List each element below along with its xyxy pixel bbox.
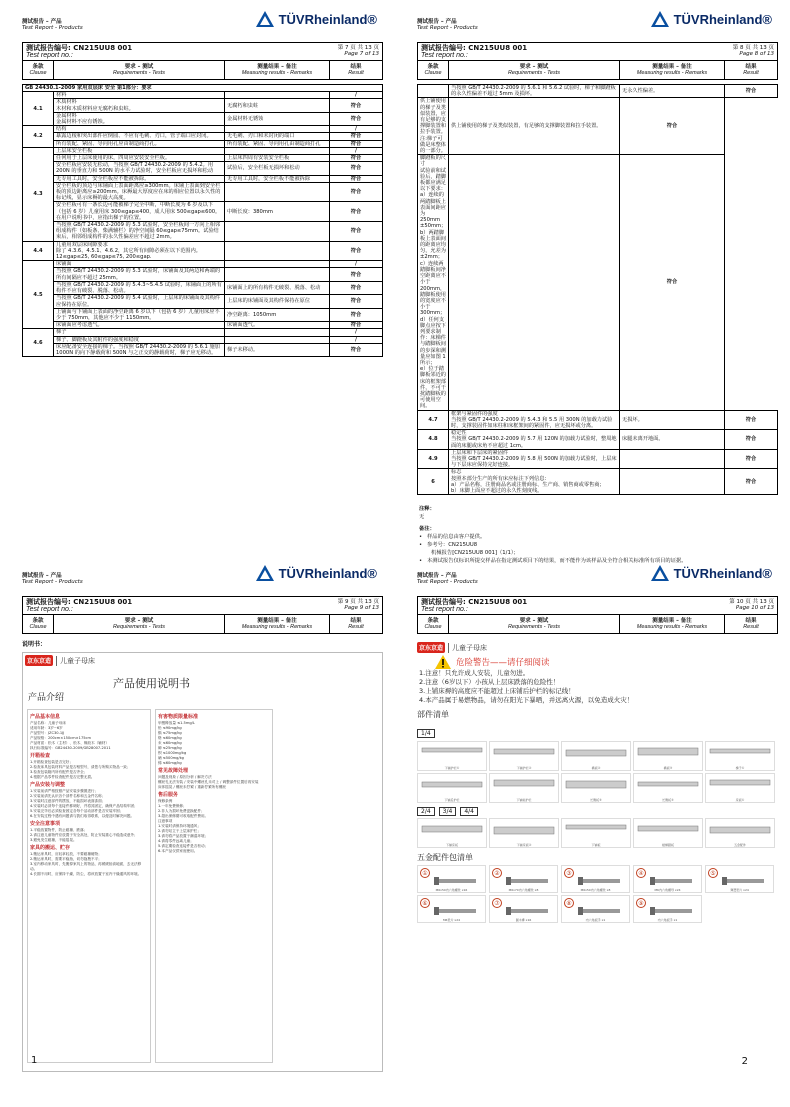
measurement-cell	[620, 449, 725, 469]
table-row	[23, 241, 383, 261]
part-item	[417, 741, 487, 771]
part-drawing-icon	[418, 819, 486, 839]
part-drawing-icon	[490, 819, 558, 839]
verdict-cell: 符合	[620, 155, 725, 410]
clause-cell: 4.6	[23, 329, 54, 357]
screw-icon	[424, 874, 484, 888]
part-label: 下铺床板	[445, 843, 458, 847]
report-number-bar: 测试报告编号: CN215UU8 001 Test report no.: 第 7 页 共 13 页 Page 7 of 13	[22, 42, 383, 61]
measurement-cell	[225, 182, 330, 202]
measurement-cell	[225, 222, 330, 242]
requirement-cell: 木质材料 木材和木质材料应无腐朽和虫蛀。	[54, 99, 225, 112]
table-header: 条款 Clause 要求 – 测试 Requirements - Tests 测量结果 – 备注 Measuring results - Remarks 结果 Result	[417, 615, 778, 634]
requirement-cell: 所有装配、紧固、导向用孔应由制造商打孔。	[54, 140, 225, 147]
part-drawing-icon	[706, 774, 774, 794]
danger-warning: 危险警告——请仔细阅读	[435, 655, 778, 669]
part-item	[561, 818, 631, 848]
table-row	[418, 85, 778, 98]
hardware-label: 内六角扳手 x1	[585, 918, 606, 922]
report-page-7	[0, 0, 395, 553]
verdict-cell: /	[330, 126, 383, 133]
hardware-item	[561, 865, 630, 893]
requirement-cell: 上层床和下层床的紧固件 当按照 GB/T 24430.2-2009 的 5.8 用 500N 的加载力试验时，上层床与下层床应保持完好连接。	[449, 449, 620, 469]
table-row	[23, 222, 383, 242]
part-label: 床板①	[735, 798, 745, 802]
requirement-cell: 当按照 GB/T 24430.2-2009 的 5.3 试验时，安全栏板间一方向上相邻组成构件（如板条、柴满辅栏）的净空间隔 60≤gap≤75mm。试验结束后，相邻组成构件的永久性偏差应不超过 2mm。	[54, 222, 225, 242]
part-label: 楼梯踏板	[661, 843, 674, 847]
part-item	[561, 741, 631, 771]
measurement-cell: 试验后，安全栏板无损坏和松动	[225, 162, 330, 175]
clause-cell: 4.9	[418, 449, 449, 469]
tuv-triangle-icon	[650, 564, 670, 582]
part-item	[489, 818, 559, 848]
part-drawing-icon	[490, 742, 558, 762]
notes-section: 注释： 无 备注： • 样品的信息由客户提供。 • 参考号：CN215UU8 机械报告[CN215UU8 001]（1/1）； • 本测试报告仅标识所提交样品在指定测试项目下的结果，而不能作为该样品及全符合相关标准所有项目的证据。	[417, 505, 778, 565]
measurement-cell	[449, 155, 620, 410]
part-item	[633, 773, 703, 803]
measurement-cell	[225, 92, 330, 99]
manual-section-heading: 售后服务	[158, 792, 179, 798]
part-label: 下铺护栏②	[516, 766, 532, 770]
requirement-cell: 当按照 GB/T 24430.2-2009 的 5.4.3~5.4.5 试验时，床铺面上的所有构件不应有破裂、脱落、松动。	[54, 281, 225, 294]
table-row	[23, 329, 383, 336]
verdict-cell: 符合	[330, 175, 383, 182]
manual-page-number: 2	[741, 1056, 748, 1067]
clause-cell: 4.7	[418, 410, 449, 430]
table-row	[23, 112, 383, 125]
hardware-item	[705, 865, 774, 893]
warning-item: 2.注意（6岁以下）小孩从上层床跌落的危险性！	[419, 678, 560, 686]
parts-list-title: 部件清单	[417, 710, 449, 719]
requirement-cell: 稳定性 当按照 GB/T 24430.2-2009 的 5.7 用 120N 的加载力试验时，整周地面的床腿或床角不应超过 1cm。	[449, 430, 620, 450]
table-header: 条款 Clause 要求 – 测试 Requirements - Tests 测量结果 – 备注 Measuring results - Remarks 结果 Result	[22, 61, 383, 80]
measurement-cell	[620, 469, 725, 495]
verdict-cell: /	[330, 261, 383, 268]
part-label: 横板③	[663, 766, 673, 770]
manual-section-text: 保修条例 1.一年免费保修； 2.非人为损坏免费更换配件； 3.超出保修期可收取配件费用。 注意事项 1.安装时请保持环境通风； 2.请勿站立于上层床护栏； 3.请勿将产品放置于潮湿环境； 4.请将零件远离儿童； 5.请定期检查连接件是否松动； 6.本产品仅供家庭使用。	[158, 799, 209, 853]
hardware-label: M6垫片 x24	[442, 918, 461, 922]
verdict-cell: /	[330, 329, 383, 336]
measurement-cell: 净空距离：1050mm	[225, 308, 330, 321]
table-row	[23, 155, 383, 162]
hardware-number: ⑦	[492, 898, 502, 908]
requirement-cell: 框架与紧固件的强度 当按照 GB/T 24430.2-2009 的 5.4.3 和 5.5 用 300N 的加载力试验时，支撑装固件如床柱和床框架间的紧固件，应无损坏或分离。	[449, 410, 620, 430]
report-number-bar: 测试报告编号: CN215UU8 001 Test report no.: 第 9 页 共 13 页 Page 9 of 13	[22, 596, 383, 615]
hardware-item	[633, 895, 702, 923]
hardware-label: M6x70内六角螺丝 x8	[508, 888, 539, 892]
table-row	[23, 126, 383, 133]
parts-grid-2	[417, 818, 778, 848]
hardware-label: 弹簧垫片 x24	[730, 888, 749, 892]
table-row	[23, 343, 383, 356]
verdict-cell: 符合	[330, 133, 383, 140]
part-drawing-icon	[634, 819, 702, 839]
table-row	[418, 98, 778, 155]
part-label: 长侧板③	[590, 798, 602, 802]
part-item	[705, 773, 775, 803]
clause-cell: 4.2	[23, 126, 54, 148]
hardware-number: ⑤	[708, 868, 718, 878]
tuv-logo: TÜVRheinland®	[255, 564, 377, 582]
requirement-cell: 床应配备安全连接的梯子。当按照 GB/T 24430.2-2009 的 5.6.1 施加 1000N 的向下静载荷和 500N 与之正交的静载荷时，梯子应无移动。	[54, 343, 225, 356]
clause-cell: 4.3	[23, 147, 54, 241]
part-item	[417, 773, 487, 803]
part-label: 下铺板	[591, 843, 601, 847]
table-row	[23, 322, 383, 329]
requirement-cell: 上铺面与下铺面上表面的净空距离 6 岁以下（包括 6 岁）儿童用床应不少于 750mm，其他应不少于 1150mm。	[54, 308, 225, 321]
part-item	[417, 818, 487, 848]
table-row	[23, 162, 383, 175]
hardware-number: ⑨	[636, 898, 646, 908]
verdict-cell: 符合	[330, 99, 383, 112]
manual-page-1	[22, 652, 383, 1072]
header-title: 测试报告 – 产品 Test Report - Products	[417, 19, 478, 31]
part-drawing-icon	[634, 774, 702, 794]
verdict-cell: 符合	[330, 322, 383, 329]
verdict-cell: /	[330, 92, 383, 99]
table-row	[23, 147, 383, 154]
measurement-cell: 上层床的床铺面及其构件保持在原位	[225, 295, 330, 308]
warning-icon	[435, 655, 451, 669]
note-item: • 样品的信息由客户提供。	[419, 533, 778, 541]
screw-icon	[640, 874, 700, 888]
hardware-item	[489, 895, 558, 923]
jd-brand: 京东京造 儿童子母床	[419, 643, 488, 652]
clause-cell: 4.1	[23, 92, 54, 126]
warning-item: 1.注意！只允许成人安装，儿童勿进。	[419, 669, 530, 677]
manual-section-heading: 产品安装与调整	[30, 782, 66, 788]
group-label: 1/4	[417, 729, 435, 738]
part-item	[633, 818, 703, 848]
hardware-label: M6x50内六角螺丝 x8	[580, 888, 611, 892]
group-label: 4/4	[460, 807, 478, 816]
measurement-cell: 中断长度：380mm	[225, 202, 330, 222]
verdict-cell: 符合	[330, 140, 383, 147]
measurement-cell	[225, 126, 330, 133]
requirement-cell: 梯子、脚蹬板及其附件的强度和稳度	[54, 336, 225, 343]
table-row	[23, 281, 383, 294]
verdict-cell: 符合	[330, 295, 383, 308]
manual-section-text: 甲醛释放量 ≤1.5mg/L 铅 ≤90mg/kg 镉 ≤75mg/kg 铬 ≤60mg/kg 汞 ≤60mg/kg 砷 ≤25mg/kg 钡 ≤1000mg/kg 硒 ≤500mg/kg 锑 ≤60mg/kg	[158, 721, 195, 765]
tuv-triangle-icon	[255, 10, 275, 28]
header-title: 测试报告 – 产品 Test Report - Products	[22, 19, 83, 31]
measurement-cell: 供上铺使用的梯子及类似装置，有足够的支撑脚装置和拉手装置。	[449, 98, 620, 155]
table-row	[418, 469, 778, 495]
part-item	[633, 741, 703, 771]
screw-icon	[712, 874, 772, 888]
manual-section-heading: 开箱检查	[30, 753, 51, 759]
part-drawing-icon	[634, 742, 702, 762]
verdict-cell: 符合	[330, 241, 383, 261]
part-drawing-icon	[562, 742, 630, 762]
screw-icon	[640, 904, 700, 918]
table-row	[23, 268, 383, 281]
hardware-number: ④	[636, 868, 646, 878]
hardware-title: 五金配件包清单	[417, 853, 473, 862]
group-label: 3/4	[439, 807, 457, 816]
measurement-cell	[225, 268, 330, 281]
manual-title: 产品使用说明书	[113, 677, 190, 690]
part-drawing-icon	[706, 819, 774, 839]
measurement-cell	[225, 336, 330, 343]
hardware-label: M6x50内六角螺丝 x16	[435, 888, 468, 892]
measurement-cell: 无腐朽和虫蛀	[225, 99, 330, 112]
tuv-logo: TÜVRheinland®	[650, 564, 772, 582]
hardware-item	[489, 865, 558, 893]
measurement-cell	[225, 261, 330, 268]
clause-cell: 6	[418, 469, 449, 495]
requirement-cell: 无专用工具时，安全栏板应不能被拆除。	[54, 175, 225, 182]
part-label: 下铺护栏①	[444, 766, 460, 770]
manual-section-text: 1.搬运家具时，应轻拿轻放，不要碰撞硬物； 2.搬运家具时，需要平稳抬，切勿拖拽不平； 3.室内移动家具时，先搬掉家具上的物品，再缓缓抬高地面，去无法移动。 4.长期不用时，应保持干燥，防尘，将该放置于室内干燥通风的环境。	[30, 852, 142, 876]
note-item: • 本测试报告仅标识所提交样品在指定测试项目下的结果，而不能作为该样品及全符合相关标准所有项目的证据。	[419, 557, 778, 565]
table-header: 条款 Clause 要求 – 测试 Requirements - Tests 测量结果 – 备注 Measuring results - Remarks 结果 Result	[22, 615, 383, 634]
verdict-cell: 符合	[330, 222, 383, 242]
manual-section-heading: 常见故障处理	[158, 768, 189, 774]
measurement-cell: 无毛刺、刃口和未封闭的端口	[225, 133, 330, 140]
manual-section-text: 1.开箱检查包装是否完好； 2.检查床具包装材料产品是否相型号，请您与所购买物品一致； 3.检查包装箱内所有配件是否齐全； 4.根据产品零件检查配件是否完整无损。	[30, 760, 131, 779]
manual-page-2	[417, 642, 778, 1072]
manual-section-text: 1.安装前请严格按照产品安装步骤图进行； 2.安装前请先认识各个部件名称和五金件名称； 3.安装时注意部件的摆放，不能损坏表面漆面； 4.安装时必须每个连接件都调好，并将其固定，确保产品结构牢固； 5.安装完毕后必须检查固定各每个活动部件是否安装牢固； 6.在安装过程中遇有问题请与我们取得联系，以便及时解决问题。	[30, 789, 138, 818]
tuv-triangle-icon	[255, 564, 275, 582]
table-row	[23, 308, 383, 321]
table-row	[23, 182, 383, 202]
table-header: 条款 Clause 要求 – 测试 Requirements - Tests 测量结果 – 备注 Measuring results - Remarks 结果 Result	[417, 61, 778, 80]
hardware-label: 内六角扳手 x1	[657, 918, 678, 922]
header-title: 测试报告 – 产品 Test Report - Products	[417, 573, 478, 585]
hardware-number: ②	[492, 868, 502, 878]
verdict-cell: 符合	[330, 202, 383, 222]
part-label: 下铺后护栏	[444, 798, 460, 802]
part-drawing-icon	[418, 742, 486, 762]
part-drawing-icon	[562, 819, 630, 839]
part-drawing-icon	[706, 742, 774, 762]
verdict-cell: 符合	[725, 410, 778, 430]
requirement-cell: 任何用于上层床使用的床，四周应安装安全栏板。	[54, 155, 225, 162]
verdict-cell: 符合	[330, 281, 383, 294]
part-label: 横板②	[591, 766, 601, 770]
requirement-cell: 暴露边棱和突出部件应倒圆、不应有毛刺、刃口，管子端口应封闭。	[54, 133, 225, 140]
part-item	[489, 773, 559, 803]
hardware-number: ①	[420, 868, 430, 878]
report-page-9	[0, 554, 395, 1107]
requirement-cell: 床铺面应考虑透气。	[54, 322, 225, 329]
part-drawing-icon	[490, 774, 558, 794]
requirement-cell: 儿童用双层床间隙要求 除了 4.3.6、4.5.1、4.6.2，其它所有间隙必须在以下范围内。 12≤gap≤25, 60≤gap≤75, 200≤gap.	[54, 241, 225, 261]
table-row	[23, 140, 383, 147]
verdict-cell: 符合	[330, 112, 383, 125]
requirement-cell: 结构	[54, 126, 225, 133]
warning-list	[417, 669, 778, 705]
table-row	[23, 175, 383, 182]
hardware-item	[417, 895, 486, 923]
manual-section-heading: 产品基本信息	[30, 714, 61, 720]
requirement-cell: 床铺面	[54, 261, 225, 268]
manual-section-heading: 有害物质限量标准	[158, 714, 199, 720]
part-label: 下铺前护栏	[516, 798, 532, 802]
measurement-cell: 所有装配、紧固、导向用孔由制造商打孔	[225, 140, 330, 147]
manual-section-heading: 安全注意事项	[30, 821, 61, 827]
verdict-cell: /	[330, 336, 383, 343]
screw-icon	[568, 904, 628, 918]
measurement-cell: 无损坏。	[620, 410, 725, 430]
verdict-cell: /	[330, 147, 383, 154]
manual-left-column	[27, 709, 151, 1063]
manual-subtitle: 产品介绍	[28, 693, 65, 703]
measurement-cell: 无专用工具时，安全栏板不能被拆除	[225, 175, 330, 182]
verdict-cell: 符合	[725, 85, 778, 98]
requirement-cell: 当按照 GB/T 24430.2-2009 的 5.3 试验时，床铺面及其两边和两端的所有间隔应不超过 25mm。	[54, 268, 225, 281]
table-row	[23, 261, 383, 268]
report-page-10	[395, 554, 790, 1107]
header-title: 测试报告 – 产品 Test Report - Products	[22, 573, 83, 585]
verdict-cell: 符合	[330, 182, 383, 202]
hardware-number: ⑥	[420, 898, 430, 908]
hardware-number: ③	[564, 868, 574, 878]
table-row	[418, 410, 778, 430]
measurement-cell: 无永久性偏差。	[620, 85, 725, 98]
verdict-cell: 符合	[330, 162, 383, 175]
requirement-cell: 脚蹬板的尺寸 试验前和试验后，踏脚板都应满足以下要求： a）连续的两踏脚板上表面间距应为 250mm ±50mm； b）两踏脚板上表面间的距离应均匀，允差为±2mm； c）连续两踏脚板间净空距离应不小于 200mm，踏脚板使用的宽度应不小于 300mm； d）任何支脚点应按下列要求制作：床梯件与踏脚板间的步深和测量应如图 1 所示； e）位于踏脚板邻近的床的框架部件，不可干扰踏脚板的可使用空间。	[418, 155, 449, 410]
note-sub: 机械报告[CN215UU8 001]（1/1）；	[431, 550, 519, 557]
parts-grid	[417, 741, 778, 803]
measurement-cell: 上层床四周有安装安全栏板	[225, 155, 330, 162]
requirement-cell: 安全栏板的顶边与床铺面上表面距离应≥300mm。床铺上表面到安全栏板的顶边距离应≥200mm。床褥最大厚度应在床的相应位置以永久性的标记线，显示床褥的最大高度。	[54, 182, 225, 202]
report-number-bar: 测试报告编号: CN215UU8 001 Test report no.: 第 8 页 共 13 页 Page 8 of 13	[417, 42, 778, 61]
verdict-cell: 符合	[330, 155, 383, 162]
part-item	[561, 773, 631, 803]
manual-section-heading: 家具的搬运、贮存	[30, 845, 71, 851]
screw-icon	[424, 904, 484, 918]
hardware-item	[633, 865, 702, 893]
table-row	[23, 92, 383, 99]
report-number-bar: 测试报告编号: CN215UU8 001 Test report no.: 第 10 页 共 13 页 Page 10 of 13	[417, 596, 778, 615]
measurement-cell	[225, 329, 330, 336]
table-row	[418, 155, 778, 410]
warning-item: 4.本产品属于易燃物品，请勿在阳光下暴晒，并远离火源，以免造成火灾！	[419, 696, 634, 704]
measurement-cell: 床铺面上的所有构件无破裂、脱落、松动	[225, 281, 330, 294]
hardware-row	[417, 895, 778, 923]
verdict-cell: 符合	[330, 343, 383, 356]
requirement-cell: 安全栏板应安装无松动，当按照 GB/T 24430.2-2009 的 5.4.2。用 200N 的垂直力和 500N 的水平力试验时，安全栏板应无损坏和松动	[54, 162, 225, 175]
manual-section-text: 1.平稳放置物件，防止碰撞、跌落； 2.请注意儿童物件应放置于安全高处，防止安装重心不稳造成意外； 3.避免发生碰撞，不能摇晃。	[30, 828, 138, 842]
manual-section-text: 问题及现象 / 原因分析 / 解决方法 螺丝孔无法安装 / 安装中螺丝孔未对上 / 调整部件位置后再安装 床体摇晃 / 螺丝未拧紧 / 重新拧紧所有螺丝	[158, 775, 259, 789]
screw-icon	[568, 874, 628, 888]
part-label: 下铺床板②	[516, 843, 532, 847]
table-row	[23, 295, 383, 308]
manual-label: 说明书：	[22, 641, 47, 648]
measurement-cell	[225, 241, 330, 261]
tuv-logo: TÜVRheinland®	[255, 10, 377, 28]
group-label: 2/4	[417, 807, 435, 816]
part-label: 长侧板④	[662, 798, 674, 802]
screw-icon	[496, 874, 556, 888]
verdict-cell: 符合	[725, 449, 778, 469]
hardware-row	[417, 865, 778, 893]
requirement-cell: 梯子	[54, 329, 225, 336]
manual-section-text: 产品名称：儿童子母床 适用年龄：3岁~6岁 产品型号：JZC30-1JJ 产品规格：200cm×150cm×175cm 产品材质：松木（主材）、松木、橡胶木（辅材） 执行标准编号：GB24430-2009/GB28007-2011	[30, 721, 111, 750]
table-row	[418, 430, 778, 450]
requirement-cell: 材料	[54, 92, 225, 99]
note-item: • 参考号：CN215UU8	[419, 541, 778, 549]
requirement-cell: 标志 按照本部分生产的所有床应标注下列信息： a）产品名称，注册商品名或注册商标、生产商、销售商或零售商； b）床脚上面应不超过的永久性刻度线。	[449, 469, 620, 495]
hardware-item	[417, 865, 486, 893]
manual-page-number: 1	[31, 1055, 38, 1066]
verdict-cell: 符合	[620, 98, 725, 155]
clause-cell: 4.5	[23, 261, 54, 329]
part-item	[489, 741, 559, 771]
table-row	[23, 99, 383, 112]
part-label: 梯子①	[735, 766, 745, 770]
hardware-item	[561, 895, 630, 923]
measurement-cell: 金属材料无锈蚀	[225, 112, 330, 125]
verdict-cell: 符合	[330, 308, 383, 321]
requirement-cell: 当按照 GB/T 24430.2-2009 的 5.4 试验时，上层床的床铺面及其构件应保持在原位。	[54, 295, 225, 308]
screw-icon	[496, 904, 556, 918]
requirement-cell: 供上铺使用的梯子及类似装置，应有足够的支撑脚装置和拉手装置。 注:梯子可做是床整体的一部分。	[418, 98, 449, 155]
measurement-cell	[225, 147, 330, 154]
hardware-number: ⑧	[564, 898, 574, 908]
hardware-label: M6内六角螺母 x24	[654, 888, 681, 892]
measurement-cell: 床腿未离开地面。	[620, 430, 725, 450]
requirement-cell: 安全栏板可有一条长边可能被梯子完全中断，中断长度为 6 岁及以下（包括 6 岁）儿童用床 300≤gap≤400，成人用床 500≤gap≤600。在用户说明书中，应指出梯子的位置。	[54, 202, 225, 222]
requirements-table	[22, 84, 383, 357]
clause-cell	[418, 85, 449, 98]
manual-right-column	[155, 709, 273, 1063]
tuv-triangle-icon	[650, 10, 670, 28]
tuv-logo: TÜVRheinland®	[650, 10, 772, 28]
requirement-cell: 金属材料 金属材料不应有锈蚀。	[54, 112, 225, 125]
jd-brand: 京东京造 儿童子母床	[27, 656, 96, 665]
measurement-cell: 床铺面透气。	[225, 322, 330, 329]
warning-item: 3.上铺床褥的高度应不能超过上床铺后护栏的标记线！	[419, 687, 575, 695]
verdict-cell: 符合	[330, 268, 383, 281]
report-page-8	[395, 0, 790, 565]
table-row	[23, 202, 383, 222]
table-row	[23, 336, 383, 343]
table-row	[418, 449, 778, 469]
requirements-table	[417, 84, 778, 495]
clause-cell: 4.4	[23, 241, 54, 261]
measurement-cell: 梯子未移动。	[225, 343, 330, 356]
part-drawing-icon	[562, 774, 630, 794]
section-title: GB 24430.1-2009 家用双层床 安全 第1部分：要求	[23, 85, 383, 92]
verdict-cell: 符合	[725, 430, 778, 450]
hardware-label: 圆木榫 x16	[515, 918, 532, 922]
table-row	[23, 133, 383, 140]
requirement-cell: 当按照 GB/T 24430.2-2009 的 5.6.1 和 5.6.2 试验时，梯子和脚蹬板的永久性偏差不超过 5mm 及损坏。	[449, 85, 620, 98]
part-item	[705, 818, 775, 848]
part-drawing-icon	[418, 774, 486, 794]
part-label: 五金配件	[733, 843, 746, 847]
clause-cell: 4.8	[418, 430, 449, 450]
part-item	[705, 741, 775, 771]
verdict-cell: 符合	[725, 469, 778, 495]
requirement-cell: 上层床安全栏板	[54, 147, 225, 154]
